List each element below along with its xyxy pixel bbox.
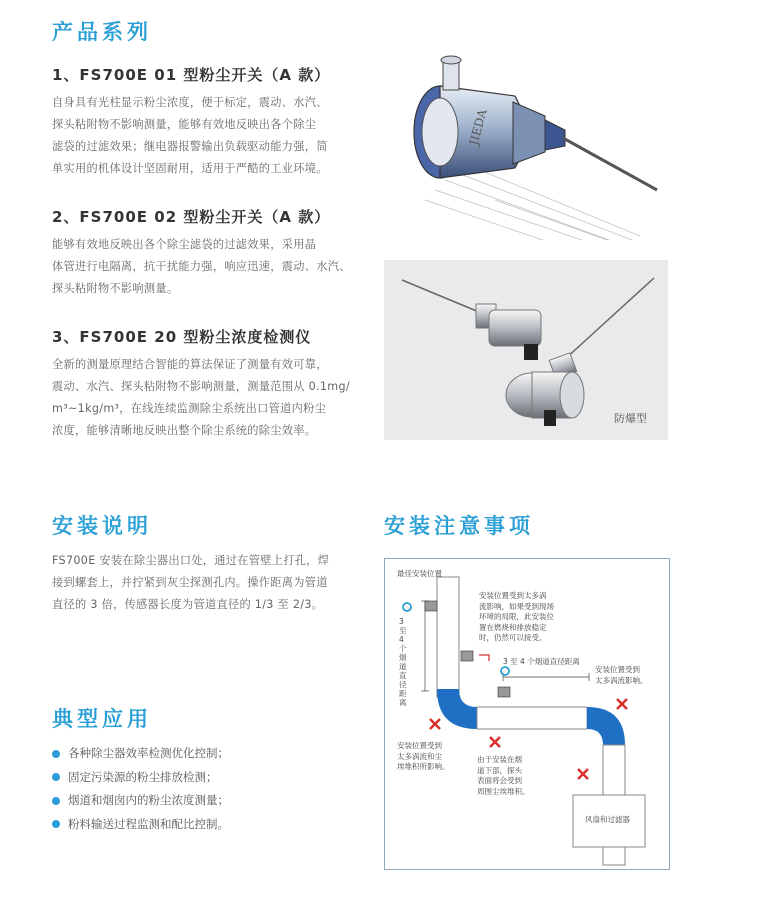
text-line: 道下部，探头: [477, 765, 522, 775]
product-3-description: [52, 354, 370, 442]
product-1-title: 1、FS700E 01 型粉尘开关（A 款）: [52, 66, 331, 84]
text-line: 接到螺套上，并拧紧到灰尘探测孔内。操作距离为管道: [52, 576, 328, 589]
list-item: [52, 789, 229, 813]
dust-switch-photo: [384, 260, 668, 440]
bullet-dot-icon: [52, 820, 60, 828]
text-line: 探头粘附物不影响测量。: [52, 282, 179, 295]
text-line: 安装位置受到: [595, 665, 640, 674]
applications-heading: 典型应用: [52, 707, 152, 731]
product-2-title: 2、FS700E 02 型粉尘开关（A 款）: [52, 208, 331, 226]
text-line: 流影响，如果受到现场: [479, 601, 554, 611]
product-3-title: 3、FS700E 20 型粉尘浓度检测仪: [52, 328, 312, 346]
text-line: 安装位置受到太多涡: [479, 591, 547, 600]
text-line: m³~1kg/m³，在线连续监测除尘系统出口管道内粉尘: [52, 402, 327, 415]
text-line: 震动、水汽、探头粘附物不影响测量，测量范围从 0.1mg/: [52, 380, 350, 393]
note-left: [397, 741, 467, 773]
text-line: 浓度，能够清晰地反映出整个除尘系统的除尘效率。: [52, 424, 317, 437]
horizontal-distance-label: 3 至 4 个烟道直径距离: [503, 657, 580, 666]
list-item-text: 各种除尘器效率检测优化控制；: [68, 746, 229, 760]
text-line: 滤袋的过滤效果；继电器报警输出负载驱动能力强，简: [52, 140, 328, 153]
text-line: 表面将会受到: [477, 776, 522, 785]
note-bottom: [477, 755, 547, 797]
text-line: 单实用的机体设计坚固耐用，适用于严酷的工业环境。: [52, 162, 328, 175]
installation-diagram: [384, 558, 670, 870]
text-line: 埃堆积所影响。: [397, 762, 450, 771]
list-item-text: 粉料输送过程监测和配比控制。: [68, 816, 229, 831]
bullet-dot-icon: [52, 750, 60, 758]
vertical-distance-label: 3至4个烟道直径距离: [399, 617, 407, 707]
text-line: 太多涡流和尘: [397, 751, 442, 761]
note-top: [479, 591, 569, 644]
text-line: 直径的 3 倍，传感器长度为管道直径的 1/3 至 2/3。: [52, 598, 324, 611]
bullet-dot-icon: [52, 773, 60, 781]
note-right: [595, 665, 665, 686]
text-line: 全新的测量原理结合智能的算法保证了测量有效可靠，: [52, 358, 328, 371]
product-2-description: [52, 234, 370, 300]
explosion-proof-label: 防爆型: [614, 412, 647, 425]
installation-heading: 安装说明: [52, 514, 152, 538]
text-line: 自身具有光柱显示粉尘浓度，便于标定，震动、水汽、: [52, 96, 328, 109]
text-line: 置在燃烧和排放稳定: [479, 622, 547, 632]
list-item: [52, 766, 229, 790]
fan-filter-label: 风扇和过滤器: [585, 815, 630, 824]
text-line: 体管进行电隔离，抗干扰能力强，响应迅速，震动、水汽、: [52, 260, 351, 273]
sketch-brand-text: JIEDA: [466, 107, 490, 147]
text-line: 时，仍然可以接受。: [479, 633, 547, 642]
text-line: 环境的局限，此安装位: [479, 612, 554, 621]
precautions-heading: 安装注意事项: [384, 514, 534, 538]
text-line: 太多涡流影响。: [595, 675, 648, 685]
text-line: 安装位置受到: [397, 741, 442, 750]
text-line: 由于安装在烟: [477, 755, 522, 764]
text-line: 周围尘埃堆积。: [477, 786, 530, 796]
list-item-text: 固定污染源的粉尘排放检测；: [68, 769, 218, 784]
list-item: [52, 813, 229, 837]
list-item-text: 烟道和烟囱内的粉尘浓度测量；: [68, 793, 229, 807]
dust-switch-sketch-image: [395, 40, 660, 240]
installation-description: [52, 550, 352, 616]
product-1-description: [52, 92, 370, 180]
text-line: 能够有效地反映出各个除尘滤袋的过滤效果，采用晶: [52, 238, 317, 251]
bullet-dot-icon: [52, 797, 60, 805]
text-line: 探头粘附物不影响测量，能够有效地反映出各个除尘: [52, 118, 317, 131]
best-position-label: 最佳安装位置: [397, 569, 442, 578]
applications-list: [52, 742, 229, 836]
list-item: [52, 742, 229, 766]
text-line: FS700E 安装在除尘器出口处，通过在管壁上打孔，焊: [52, 554, 330, 567]
product-series-heading: 产品系列: [52, 20, 152, 44]
